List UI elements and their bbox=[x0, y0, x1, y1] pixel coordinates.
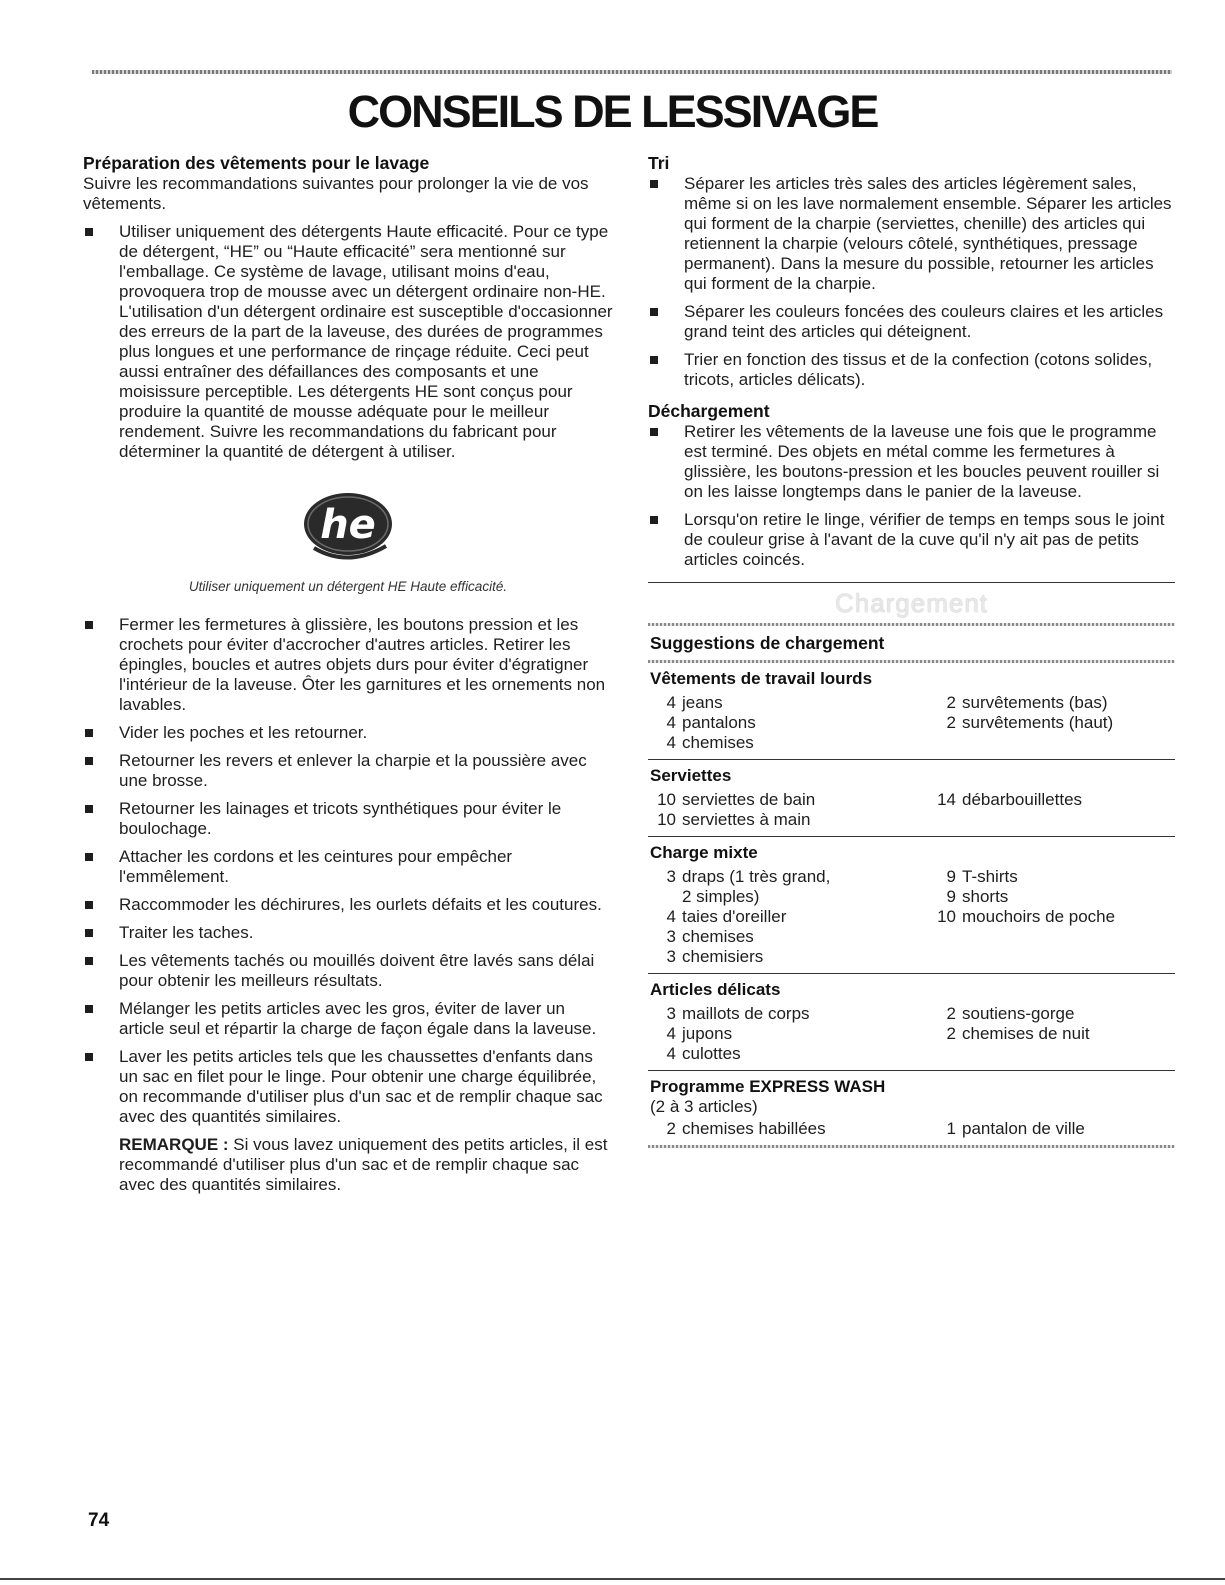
item-quantity: 14 bbox=[937, 790, 956, 809]
list-item bbox=[83, 615, 613, 715]
bullet-icon bbox=[85, 729, 93, 737]
list-item bbox=[648, 510, 1175, 570]
bullet-text: Vider les poches et les retourner. bbox=[119, 723, 368, 742]
load-item bbox=[650, 713, 930, 733]
list-item bbox=[83, 723, 613, 743]
item-quantity: 2 bbox=[946, 713, 956, 732]
bullet-icon bbox=[85, 621, 93, 629]
bullet-text: Mélanger les petits articles avec les gros, éviter de laver un article seul et répartir la charge de façon égale dans la laveuse. bbox=[119, 999, 597, 1038]
prep-heading: Préparation des vêtements pour le lavage bbox=[83, 153, 430, 173]
left-column bbox=[83, 152, 613, 1195]
load-category bbox=[648, 760, 1175, 836]
category-title: Articles délicats bbox=[650, 980, 781, 999]
item-label: T-shirts bbox=[962, 867, 1018, 886]
item-label: pantalons bbox=[682, 713, 756, 732]
category-title: Programme EXPRESS WASH bbox=[650, 1077, 886, 1096]
bullet-icon bbox=[85, 1005, 93, 1013]
bullet-text: Trier en fonction des tissus et de la confection (cotons solides, tricots, articles délicats). bbox=[684, 350, 1153, 389]
category-title: Serviettes bbox=[650, 766, 732, 785]
load-item bbox=[650, 810, 930, 830]
bullet-icon bbox=[650, 308, 658, 316]
category-title: Charge mixte bbox=[650, 843, 758, 862]
right-column bbox=[648, 152, 1175, 1148]
load-item bbox=[650, 1004, 930, 1024]
item-label: jeans bbox=[682, 693, 723, 712]
bullet-icon bbox=[85, 929, 93, 937]
item-quantity: 9 bbox=[946, 867, 956, 886]
load-item bbox=[650, 1044, 930, 1064]
load-item bbox=[650, 1119, 930, 1139]
bullet-icon bbox=[85, 805, 93, 813]
bullet-text: Traiter les taches. bbox=[119, 923, 254, 942]
item-label: culottes bbox=[682, 1044, 741, 1063]
item-label: maillots de corps bbox=[682, 1004, 810, 1023]
dotted-rule bbox=[648, 1145, 1175, 1148]
item-label: survêtements (bas) bbox=[962, 693, 1108, 712]
load-item bbox=[650, 867, 930, 887]
list-item bbox=[83, 751, 613, 791]
item-label: serviettes à main bbox=[682, 810, 811, 829]
load-item bbox=[930, 907, 1173, 927]
item-quantity: 4 bbox=[666, 713, 676, 732]
bullet-text: Les vêtements tachés ou mouillés doivent être lavés sans délai pour obtenir les meilleurs résultats. bbox=[119, 951, 595, 990]
item-quantity: 10 bbox=[657, 810, 676, 829]
he-logo-icon bbox=[300, 488, 396, 564]
load-category bbox=[648, 1071, 1175, 1145]
bullet-text: Retirer les vêtements de la laveuse une fois que le programme est terminé. Des objets en métal comme les fermetures à glissière, les boutons-pression et les boucles peuvent rouiller si on les laisse longtemps dans le panier de la laveuse. bbox=[684, 422, 1160, 501]
list-item bbox=[648, 302, 1175, 342]
load-item bbox=[650, 790, 930, 810]
remark-text: Si vous lavez uniquement des petits articles, il est recommandé d'utiliser plus d'un sac et de remplir chaque sac avec des quantités similaires. bbox=[119, 1135, 608, 1194]
bullet-text: Attacher les cordons et les ceintures pour empêcher l'emmêlement. bbox=[119, 847, 513, 886]
load-item bbox=[930, 867, 1173, 887]
load-item bbox=[930, 1119, 1173, 1139]
bullet-text: Retourner les revers et enlever la charpie et la poussière avec une brosse. bbox=[119, 751, 587, 790]
load-item bbox=[650, 887, 930, 907]
item-label: 2 simples) bbox=[682, 887, 760, 906]
item-quantity: 3 bbox=[666, 947, 676, 966]
item-label: survêtements (haut) bbox=[962, 713, 1114, 732]
item-quantity: 4 bbox=[666, 1024, 676, 1043]
item-quantity: 9 bbox=[946, 887, 956, 906]
bullet-icon bbox=[650, 356, 658, 364]
bullet-text: Séparer les articles très sales des articles légèrement sales, même si on les lave normalement ensemble. Séparer les articles qui forment de la charpie (serviettes, chenille) des articles qui retiennent la charpie (velours côtelé, synthétiques, pressage permanent). Dans la mesure du possible, retourner les articles qui forment de la charpie. bbox=[684, 174, 1172, 293]
item-label: soutiens-gorge bbox=[962, 1004, 1075, 1023]
list-item bbox=[83, 1047, 613, 1127]
bullet-icon bbox=[650, 428, 658, 436]
load-item bbox=[650, 947, 930, 967]
item-quantity: 2 bbox=[946, 1024, 956, 1043]
suggestions-heading: Suggestions de chargement bbox=[650, 633, 885, 653]
load-category bbox=[648, 663, 1175, 759]
load-category bbox=[648, 974, 1175, 1070]
item-label: chemises bbox=[682, 927, 754, 946]
item-label: pantalon de ville bbox=[962, 1119, 1085, 1138]
prep-bullet-list bbox=[83, 615, 613, 1127]
list-item bbox=[648, 350, 1175, 390]
remark bbox=[83, 1135, 613, 1195]
load-item bbox=[930, 1004, 1173, 1024]
bullet-text: Fermer les fermetures à glissière, les boutons pression et les crochets pour éviter d'accrocher d'autres articles. Retirer les épingles, boucles et autres objets durs pour éviter d'égratigner l'intérieur de la laveuse. Ôter les garnitures et les ornements non lavables. bbox=[119, 615, 606, 714]
bullet-icon bbox=[85, 228, 93, 236]
load-item bbox=[930, 693, 1173, 713]
list-item bbox=[648, 174, 1175, 294]
item-quantity: 10 bbox=[937, 907, 956, 926]
remark-label: REMARQUE : bbox=[119, 1135, 229, 1154]
bullet-icon bbox=[85, 901, 93, 909]
he-logo bbox=[83, 488, 613, 569]
list-item bbox=[83, 999, 613, 1039]
he-logo-text: he bbox=[320, 502, 376, 548]
item-quantity: 4 bbox=[666, 907, 676, 926]
bottom-rule bbox=[0, 1578, 1225, 1580]
item-quantity: 2 bbox=[946, 1004, 956, 1023]
tri-bullet-list bbox=[648, 174, 1175, 390]
item-quantity: 4 bbox=[666, 1044, 676, 1063]
load-item bbox=[930, 1024, 1173, 1044]
category-title: Vêtements de travail lourds bbox=[650, 669, 873, 688]
item-quantity: 10 bbox=[657, 790, 676, 809]
category-note: (2 à 3 articles) bbox=[650, 1097, 758, 1116]
bullet-text: Séparer les couleurs foncées des couleurs claires et les articles grand teint des articles qui déteignent. bbox=[684, 302, 1164, 341]
list-item bbox=[83, 847, 613, 887]
bullet-text: Raccommoder les déchirures, les ourlets défaits et les coutures. bbox=[119, 895, 602, 914]
item-label: chemisiers bbox=[682, 947, 764, 966]
bullet-icon bbox=[85, 1053, 93, 1061]
bullet-text: Utiliser uniquement des détergents Haute efficacité. Pour ce type de détergent, “HE” ou “Haute efficacité” sera mentionné sur l'emballage. Ce système de lavage, utilisant moins d'eau, provoquera trop de mousse avec un détergent ordinaire non-HE. L'utilisation d'un détergent ordinaire est susceptible d'occasionner des erreurs de la part de la laveuse, des durées de programmes plus longues et une performance de rinçage réduite. Ceci peut aussi entraîner des défaillances des composants et une moisissure perceptible. Les détergents HE sont conçus pour produire la quantité de mousse adéquate pour le meilleur rendement. Suivre les recommandations du fabricant pour déterminer la quantité de détergent à utiliser. bbox=[119, 222, 613, 461]
load-item bbox=[930, 790, 1173, 810]
item-label: débarbouillettes bbox=[962, 790, 1083, 809]
bullet-icon bbox=[85, 757, 93, 765]
item-quantity: 4 bbox=[666, 693, 676, 712]
item-label: draps (1 très grand, bbox=[682, 867, 831, 886]
item-label: jupons bbox=[682, 1024, 733, 1043]
item-quantity: 2 bbox=[946, 693, 956, 712]
item-label: chemises habillées bbox=[682, 1119, 826, 1138]
page-title: CONSEILS DE LESSIVAGE bbox=[347, 86, 878, 137]
list-item bbox=[83, 923, 613, 943]
bullet-icon bbox=[85, 957, 93, 965]
item-label: serviettes de bain bbox=[682, 790, 816, 809]
load-table bbox=[648, 663, 1175, 1145]
load-item bbox=[650, 1024, 930, 1044]
item-quantity: 3 bbox=[666, 1004, 676, 1023]
load-item bbox=[650, 693, 930, 713]
page-number: 74 bbox=[88, 1510, 110, 1531]
bullet-icon bbox=[650, 180, 658, 188]
bullet-text: Retourner les lainages et tricots synthétiques pour éviter le boulochage. bbox=[119, 799, 562, 838]
item-quantity: 3 bbox=[666, 867, 676, 886]
item-label: shorts bbox=[962, 887, 1009, 906]
prep-first-list bbox=[83, 222, 613, 462]
load-item bbox=[650, 733, 930, 753]
section-title-chargement: Chargement bbox=[834, 588, 989, 618]
list-item bbox=[83, 895, 613, 915]
tri-heading: Tri bbox=[648, 153, 670, 173]
list-item bbox=[648, 422, 1175, 502]
item-quantity bbox=[650, 887, 676, 907]
load-category bbox=[648, 837, 1175, 973]
bullet-icon bbox=[85, 853, 93, 861]
logo-caption: Utiliser uniquement un détergent HE Haute efficacité. bbox=[188, 579, 508, 594]
dechargement-bullet-list bbox=[648, 422, 1175, 570]
item-quantity: 4 bbox=[666, 733, 676, 752]
top-rule bbox=[92, 70, 1172, 74]
load-item bbox=[930, 887, 1173, 907]
item-label: chemises de nuit bbox=[962, 1024, 1090, 1043]
dechargement-heading: Déchargement bbox=[648, 401, 770, 421]
item-label: taies d'oreiller bbox=[682, 907, 787, 926]
list-item bbox=[83, 222, 613, 462]
load-item bbox=[930, 713, 1173, 733]
bullet-text: Lorsqu'on retire le linge, vérifier de temps en temps sous le joint de couleur grise à l'avant de la cuve qu'il n'y ait pas de petits articles coincés. bbox=[684, 510, 1165, 569]
bullet-text: Laver les petits articles tels que les chaussettes d'enfants dans un sac en filet pour le linge. Pour obtenir une charge équilibrée, on recommande d'utiliser plus d'un sac et de remplir chaque sac avec des quantités similaires. bbox=[119, 1047, 603, 1126]
load-item bbox=[650, 927, 930, 947]
item-quantity: 3 bbox=[666, 927, 676, 946]
bullet-icon bbox=[650, 516, 658, 524]
item-label: mouchoirs de poche bbox=[962, 907, 1116, 926]
item-quantity: 1 bbox=[946, 1119, 956, 1138]
item-label: chemises bbox=[682, 733, 754, 752]
prep-intro: Suivre les recommandations suivantes pour prolonger la vie de vos vêtements. bbox=[83, 174, 589, 213]
item-quantity: 2 bbox=[666, 1119, 676, 1138]
load-item bbox=[650, 907, 930, 927]
list-item bbox=[83, 799, 613, 839]
list-item bbox=[83, 951, 613, 991]
